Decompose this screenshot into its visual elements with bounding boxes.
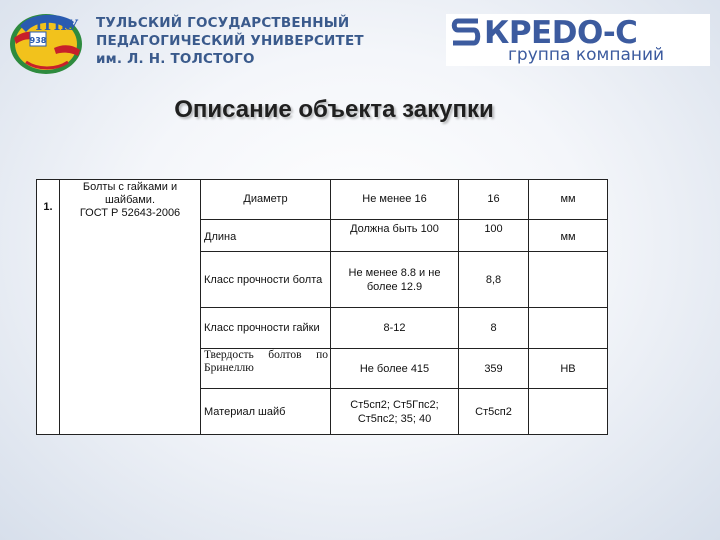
page-title: Описание объекта закупки	[174, 96, 494, 123]
university-name-line-2: ПЕДАГОГИЧЕСКИЙ УНИВЕРСИТЕТ	[96, 33, 364, 49]
requirement-cell: Должна быть 100	[350, 223, 439, 235]
value-cell: 359	[484, 362, 503, 375]
unit-cell: HB	[560, 362, 576, 375]
item-name: Болты с гайками и шайбами.	[82, 181, 178, 206]
procurement-table	[36, 179, 608, 435]
requirement-cell: Не менее 16	[362, 193, 427, 205]
university-name-line-1: ТУЛЬСКИЙ ГОСУДАРСТВЕННЫЙ	[96, 15, 350, 31]
kredo-logo	[446, 14, 710, 66]
value-cell: 8	[490, 322, 497, 334]
kredo-s-icon	[450, 18, 482, 46]
value-cell: 8,8	[485, 273, 502, 286]
kredo-company-name: КРЕDО-С	[484, 15, 638, 51]
value-cell: 100	[484, 223, 503, 235]
requirement-cell: Не менее 8.8 и не более 12.9	[348, 266, 441, 293]
value-cell: 16	[487, 193, 500, 205]
requirement-cell: Не более 415	[359, 362, 430, 375]
emblem-number: 938	[29, 36, 47, 45]
value-cell: Ст5сп2	[475, 405, 512, 418]
university-emblem	[6, 8, 90, 76]
unit-cell: мм	[560, 193, 576, 205]
unit-cell	[529, 308, 607, 348]
param-cell: Материал шайб	[204, 405, 286, 418]
emblem-letters: ТГПУ	[33, 18, 79, 34]
university-name-line-3: им. Л. Н. ТОЛСТОГО	[96, 51, 255, 67]
row-number: 1.	[43, 201, 53, 213]
item-description	[60, 181, 200, 220]
param-cell: Класс прочности болта	[204, 273, 323, 286]
item-standard: ГОСТ Р 52643-2006	[79, 207, 181, 219]
requirement-cell: 8-12	[383, 322, 406, 334]
unit-cell	[529, 389, 607, 434]
param-cell: Диаметр	[243, 193, 288, 205]
requirement-cell: Ст5сп2; Ст5Гпс2; Ст5пс2; 35; 40	[350, 398, 439, 425]
unit-cell: мм	[560, 231, 576, 243]
param-cell: Класс прочности гайки	[204, 322, 320, 334]
kredo-company-subtitle: группа компаний	[508, 45, 665, 65]
param-cell: Твердость болтов по Бринеллю	[204, 349, 328, 374]
unit-cell	[529, 252, 607, 307]
param-cell: Длина	[204, 231, 237, 243]
university-name	[96, 14, 396, 68]
